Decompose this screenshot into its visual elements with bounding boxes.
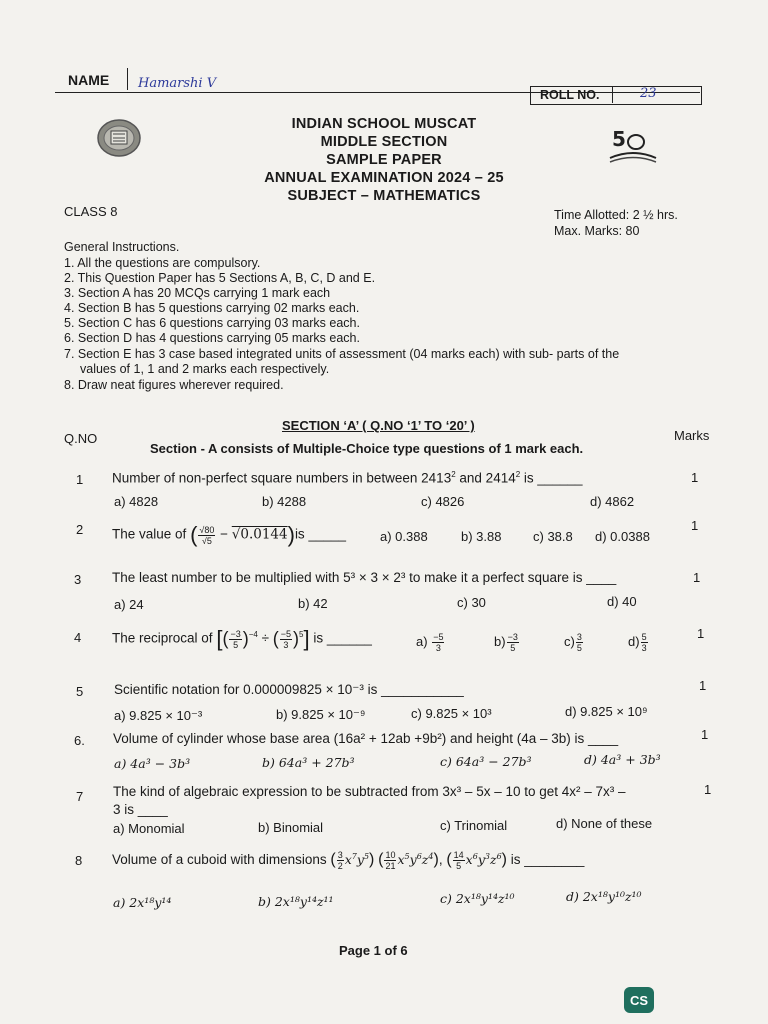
instruction-7-cont: values of 1, 1 and 2 marks each respectively.	[80, 362, 330, 376]
time-allotted: Time Allotted: 2 ½ hrs.	[554, 208, 678, 222]
q2-option-a: a) 0.388	[380, 529, 428, 544]
svg-text:5: 5	[612, 127, 626, 151]
school-name: INDIAN SCHOOL MUSCAT	[291, 116, 477, 132]
q7-number: 7	[76, 789, 84, 804]
q4-option-d: d) $\frac{5}{3}$	[628, 632, 647, 653]
q8-option-a: a) 2x¹⁸y¹⁴	[113, 895, 172, 910]
name-label: NAME	[68, 72, 110, 88]
q4-marks: 1	[697, 626, 705, 641]
max-marks: Max. Marks: 80	[554, 224, 640, 238]
instruction-6: 6. Section D has 4 questions carrying 05 marks each.	[64, 331, 360, 345]
q5-marks: 1	[699, 678, 707, 693]
q1-text: Number of non-perfect square numbers in between 2413$^2$ and 2414$^2$ is ______	[112, 470, 583, 486]
instruction-8: 8. Draw neat figures wherever required.	[64, 378, 284, 392]
q6-number: 6.	[74, 733, 85, 748]
instruction-7: 7. Section E has 3 case based integrated units of assessment (04 marks each) with sub- parts of the	[64, 347, 620, 361]
q3-option-b: b) 42	[298, 596, 328, 611]
q3-option-c: c) 30	[457, 595, 486, 610]
q2-number: 2	[76, 522, 84, 537]
instructions-title: General Instructions.	[64, 240, 180, 254]
q1-option-d: d) 4862	[590, 494, 635, 509]
q4-option-c: c) $\frac{3}{5}$	[564, 632, 582, 653]
q8-option-c: c) 2x¹⁸y¹⁴z¹⁰	[440, 891, 515, 906]
q5-option-a: a) 9.825 × 10⁻³	[114, 708, 203, 723]
instruction-5: 5. Section C has 6 questions carrying 03 marks each.	[64, 316, 360, 330]
q2-option-b: b) 3.88	[461, 529, 502, 544]
q8-option-b: b) 2x¹⁸y¹⁴z¹¹	[258, 894, 334, 909]
q3-option-d: d) 40	[607, 594, 637, 609]
q4-number: 4	[74, 630, 82, 645]
name-box	[55, 68, 128, 90]
page-footer: Page 1 of 6	[339, 943, 408, 958]
q4-option-a: a) $\frac{-5}{3}$	[416, 632, 444, 653]
instruction-4: 4. Section B has 5 questions carrying 02 marks each.	[64, 301, 360, 315]
section-name: MIDDLE SECTION	[320, 134, 448, 150]
q4-text: The reciprocal of [( $\frac{-3}{5}$ )$^{-4}$ ÷ ( $\frac{-5}{3}$ )$^5$] is ______	[112, 626, 372, 651]
instruction-3: 3. Section A has 20 MCQs carrying 1 mark each	[64, 286, 331, 300]
q5-text: Scientific notation for 0.000009825 × 10⁻³ is ___________	[114, 682, 464, 697]
q7-option-b: b) Binomial	[258, 820, 324, 835]
q6-option-d: d) 4a³ + 3b³	[584, 752, 661, 767]
q2-marks: 1	[691, 518, 699, 533]
roll-divider	[612, 86, 613, 103]
q2-option-c: c) 38.8	[533, 529, 573, 544]
q5-option-b: b) 9.825 × 10⁻⁹	[276, 707, 366, 722]
q3-option-a: a) 24	[114, 597, 144, 612]
roll-value: 23	[640, 86, 657, 101]
q7-option-d: d) None of these	[556, 816, 653, 831]
q1-number: 1	[76, 472, 84, 487]
qno-label: Q.NO	[64, 431, 98, 446]
subject-title: SUBJECT – MATHEMATICS	[287, 188, 481, 204]
exam-title: ANNUAL EXAMINATION 2024 – 25	[264, 170, 504, 186]
q8-option-d: d) 2x¹⁸y¹⁰z¹⁰	[566, 889, 642, 904]
q1-option-b: b) 4288	[262, 494, 307, 509]
instruction-1: 1. All the questions are compulsory.	[64, 256, 261, 270]
q2-text: The value of ( $\frac{√80}{√5}$ − √0.0144)is _____	[112, 522, 346, 547]
q8-text: Volume of a cuboid with dimensions ( $\frac{3}{2}$ $x^7y^5$) ( $\frac{10}{21}$ $x^5y^6z^4$), ( $\frac{14}{5}$ $x^6y^3z^6$) is ________	[112, 850, 585, 871]
q8-number: 8	[75, 853, 83, 868]
q5-number: 5	[76, 684, 84, 699]
q3-number: 3	[74, 572, 82, 587]
q7-text-line2: 3 is ____	[113, 802, 168, 817]
class-label: CLASS 8	[64, 204, 118, 219]
q6-option-b: b) 64a³ + 27b³	[262, 755, 355, 770]
q3-marks: 1	[693, 570, 701, 585]
q6-marks: 1	[701, 727, 709, 742]
q6-option-a: a) 4a³ − 3b³	[114, 756, 191, 771]
section-description: Section - A consists of Multiple-Choice type questions of 1 mark each.	[150, 441, 584, 456]
q7-option-a: a) Monomial	[113, 821, 185, 836]
name-value: Hamarshi V	[138, 76, 217, 91]
marks-label: Marks	[674, 428, 710, 443]
q6-text: Volume of cylinder whose base area (16a² + 12ab +9b²) and height (4a – 3b) is ____	[113, 731, 619, 746]
section-title: SECTION ‘A’ ( Q.NO ‘1’ TO ‘20’ )	[282, 418, 475, 433]
q7-option-c: c) Trinomial	[440, 818, 508, 833]
q5-option-d: d) 9.825 × 10⁹	[565, 704, 648, 719]
q7-text-line1: The kind of algebraic expression to be subtracted from 3x³ – 5x – 10 to get 4x² – 7x³ –	[113, 784, 626, 799]
q3-text: The least number to be multiplied with 5³ × 3 × 2³ to make it a perfect square is ____	[112, 570, 617, 585]
q7-marks: 1	[704, 782, 712, 797]
q1-option-c: c) 4826	[421, 494, 465, 509]
paper-type: SAMPLE PAPER	[326, 152, 442, 168]
q5-option-c: c) 9.825 × 10³	[411, 706, 492, 721]
q1-marks: 1	[691, 470, 699, 485]
q2-option-d: d) 0.0388	[595, 529, 650, 544]
cs-badge-label: CS	[629, 992, 649, 1008]
instruction-2: 2. This Question Paper has 5 Sections A, B, C, D and E.	[64, 271, 376, 285]
q1-option-a: a) 4828	[114, 494, 159, 509]
q6-option-c: c) 64a³ − 27b³	[440, 754, 532, 769]
roll-label: ROLL NO.	[540, 88, 600, 102]
cs-badge	[624, 987, 654, 1013]
q4-option-b: b) $\frac{-3}{5}$	[494, 632, 518, 653]
